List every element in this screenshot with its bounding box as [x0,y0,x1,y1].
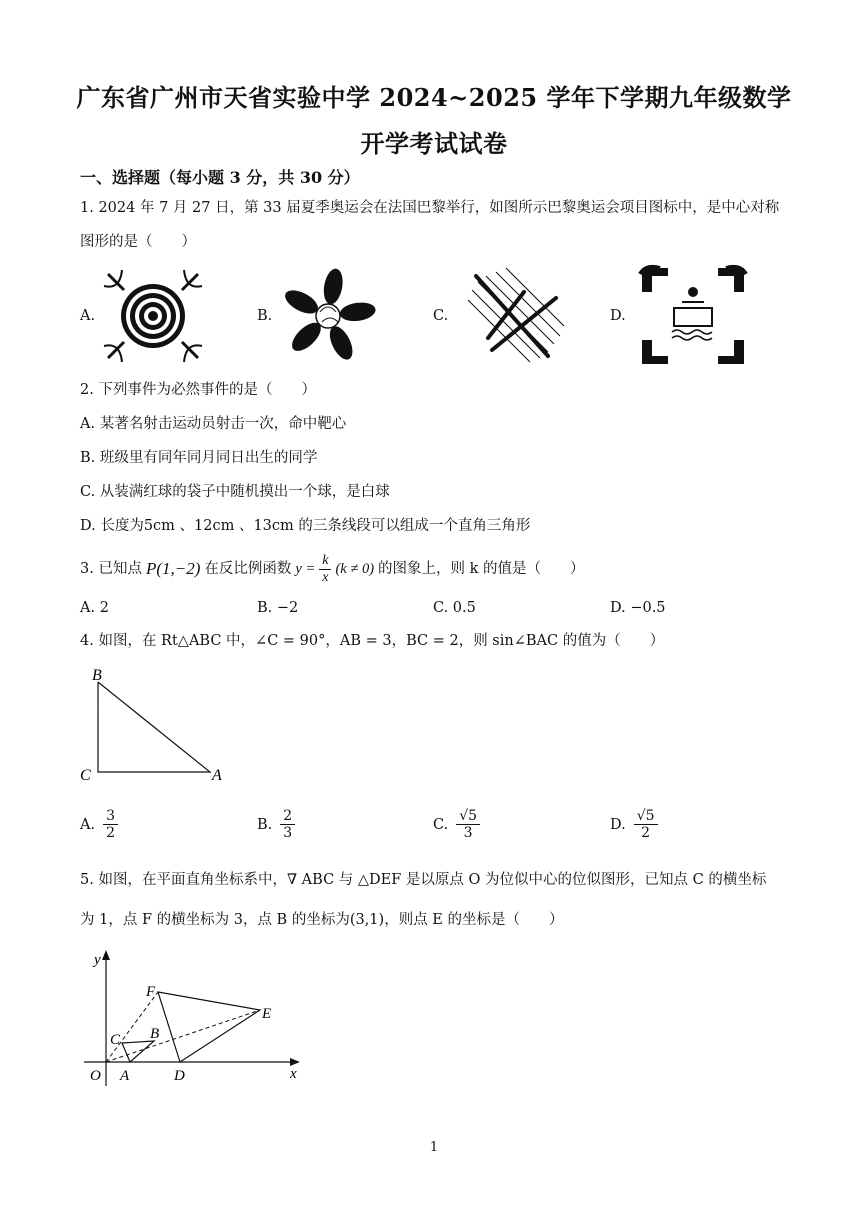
q3-func-den: x [322,569,329,585]
q1-option-d-label: D. [610,308,626,324]
q3-option-c: C. 0.5 [433,600,476,616]
q4-option-d-den: 2 [641,825,651,841]
q4-option-b [257,808,295,841]
q5-coordinate-diagram [80,946,310,1092]
q3-option-b: B. −2 [257,600,299,616]
q4-option-c-den: 3 [463,825,473,841]
q3-option-d: D. −0.5 [610,600,666,616]
question-5-line1: 5. 如图，在平面直角坐标系中，∇ ABC 与 △DEF 是以原点 O 为位似中心的位似图形，已知点 C 的横坐标 [80,872,767,888]
q4-option-b-den: 3 [283,825,293,841]
q2-option-b: B. 班级里有同年同月同日出生的同学 [80,450,318,466]
q5-label-e: E [262,1006,272,1022]
rowing-oars-icon [466,266,566,366]
q4-option-c [433,808,480,841]
question-1-line1: 1. 2024 年 7 月 27 日，第 33 届夏季奥运会在法国巴黎举行，如图所示巴黎奥运会项目图标中，是中心对称 [80,200,780,216]
q4-option-d-num: √5 [634,808,658,825]
page-subtitle: 开学考试试卷 [360,129,508,158]
q5-label-b: B [150,1026,160,1042]
q3-suffix: 的图象上，则 k 的值是（ ） [378,561,585,577]
y-axis-arrow-icon [102,950,110,960]
diving-icon [638,264,748,368]
q5-label-f: F [146,984,156,1000]
q4-option-a-den: 2 [106,825,116,841]
q1-option-a-label: A. [80,308,96,324]
q4-option-b-label: B. [257,816,273,833]
q5-label-o: O [90,1068,101,1084]
q3-prefix: 3. 已知点 [80,561,142,577]
page-number: 1 [429,1140,439,1155]
q4-option-d-label: D. [610,816,626,833]
q4-option-b-num: 2 [280,808,295,825]
q3-middle: 在反比例函数 [204,561,292,577]
q4-option-c-label: C. [433,816,449,833]
q4-option-c-num: √5 [456,808,480,825]
question-4: 4. 如图，在 Rt△ABC 中，∠C = 90°，AB = 3，BC = 2，则 sin∠BAC 的值为（ ） [80,633,665,649]
q5-label-c: C [110,1032,121,1048]
q4-label-c: C [80,767,91,784]
q5-label-a: A [120,1068,130,1084]
q5-label-d: D [174,1068,185,1084]
q2-option-d: D. 长度为5cm 、12cm 、13cm 的三条线段可以组成一个直角三角形 [80,518,531,534]
x-axis-arrow-icon [290,1058,300,1066]
q5-label-x: x [290,1066,297,1082]
q4-option-a [80,808,118,841]
archery-target-icon [100,266,210,366]
q4-option-d [610,808,658,841]
q3-func-lhs: y = [295,561,316,577]
q4-triangle-diagram [76,662,236,788]
pinwheel-icon [278,268,378,364]
section-heading: 一、选择题（每小题 3 分，共 30 分） [80,168,360,187]
question-3 [80,551,585,587]
q2-option-c: C. 从装满红球的袋子中随机摸出一个球，是白球 [80,484,390,500]
q4-option-a-num: 3 [103,808,118,825]
q4-label-b: B [92,667,102,684]
q1-option-b-label: B. [257,308,273,324]
question-1-line2: 图形的是（ ） [80,234,196,250]
page-title: 广东省广州市天省实验中学 2024~2025 学年下学期九年级数学 [76,83,792,112]
question-2: 2. 下列事件为必然事件的是（ ） [80,382,316,398]
q4-label-a: A [212,767,222,784]
q2-option-a: A. 某著名射击运动员射击一次，命中靶心 [80,416,347,432]
q3-func-fraction [319,553,331,586]
q3-option-a: A. 2 [80,600,109,616]
question-5-line2: 为 1，点 F 的横坐标为 3，点 B 的坐标为(3,1)，则点 E 的坐标是（ ） [80,912,564,928]
triangle-abc [122,1041,154,1062]
q5-label-y: y [94,952,101,968]
q3-func-cond: (k ≠ 0) [335,561,375,577]
q3-point: P(1,−2) [145,559,201,578]
q1-option-c-label: C. [433,308,449,324]
q3-func-num: k [319,553,331,570]
q4-option-a-label: A. [80,816,96,833]
